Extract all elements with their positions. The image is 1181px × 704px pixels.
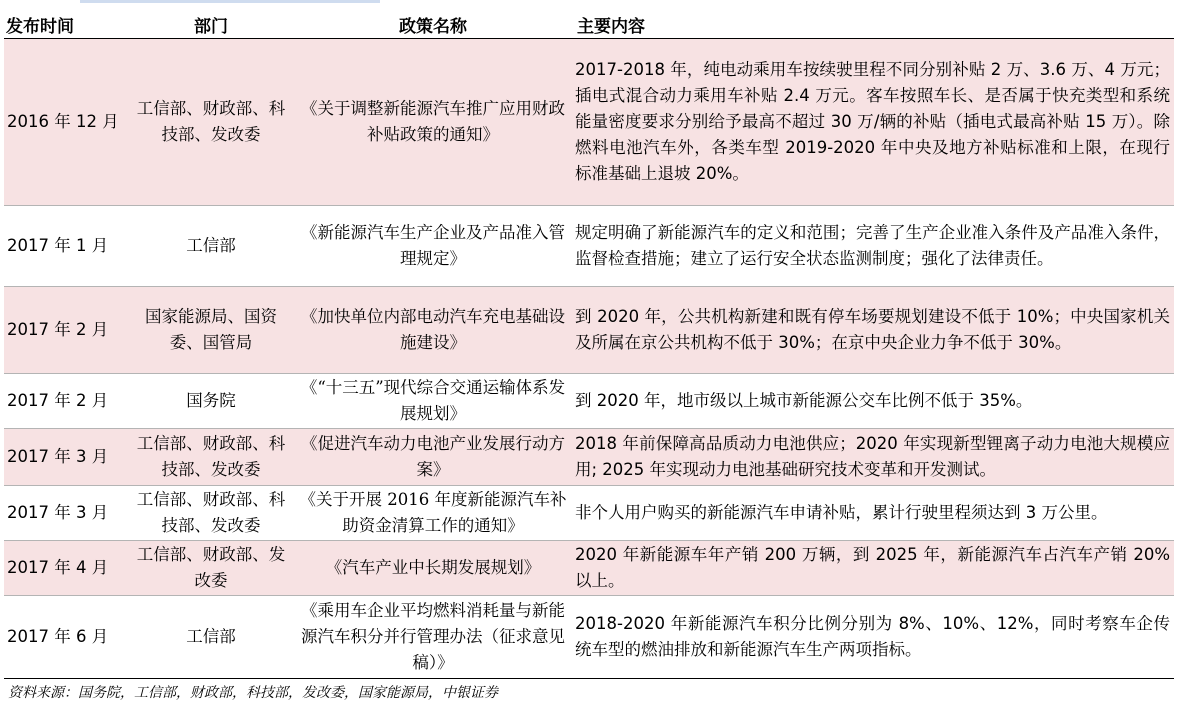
table-row <box>4 486 1174 541</box>
cell-date: 2016 年 12 月 <box>4 39 127 206</box>
cell-policy-name: 《促进汽车动力电池产业发展行动方案》 <box>295 429 571 486</box>
cell-date: 2017 年 1 月 <box>4 206 127 287</box>
cell-date: 2017 年 3 月 <box>4 429 127 486</box>
policy-table <box>4 10 1174 679</box>
source-note: 资料来源：国务院，工信部，财政部，科技部，发改委，国家能源局，中银证券 <box>8 685 498 701</box>
cell-policy-name: 《关于开展 2016 年度新能源汽车补助资金清算工作的通知》 <box>295 486 571 541</box>
cell-main-content: 2017-2018 年，纯电动乘用车按续驶里程不同分别补贴 2 万、3.6 万、4 万元；插电式混合动力乘用车补贴 2.4 万元。客车按照车长、是否属于快充类型和系统能量密度要求分别给予最高不超过 30 万/辆的补贴（插电式最高补贴 15 万）。除燃料电池汽车外，各类车型 2019-2020 年中央及地方补贴标准和上限，在现行标准基础上退坡 20%。 <box>571 39 1174 206</box>
table-row <box>4 541 1174 596</box>
cell-policy-name: 《“十三五”现代综合交通运输体系发展规划》 <box>295 374 571 429</box>
table-row <box>4 39 1174 206</box>
cell-date: 2017 年 4 月 <box>4 541 127 596</box>
cell-date: 2017 年 6 月 <box>4 596 127 679</box>
cell-department: 工信部、财政部、发改委 <box>127 541 295 596</box>
cell-date: 2017 年 2 月 <box>4 374 127 429</box>
cell-department: 工信部 <box>127 206 295 287</box>
table-header-row <box>4 10 1174 39</box>
cell-department: 工信部、财政部、科技部、发改委 <box>127 486 295 541</box>
cell-main-content: 2018 年前保障高品质动力电池供应；2020 年实现新型锂离子动力电池大规模应用; 2025 年实现动力电池基础研究技术变革和开发测试。 <box>571 429 1174 486</box>
cell-main-content: 2018-2020 年新能源汽车积分比例分别为 8%、10%、12%，同时考察车企传统车型的燃油排放和新能源汽车生产两项指标。 <box>571 596 1174 679</box>
header-department: 部门 <box>127 10 295 39</box>
cell-department: 国家能源局、国资委、国管局 <box>127 287 295 374</box>
cell-main-content: 规定明确了新能源汽车的定义和范围；完善了生产企业准入条件及产品准入条件，监督检查措施；建立了运行安全状态监测制度；强化了法律责任。 <box>571 206 1174 287</box>
top-accent-rule <box>80 0 380 3</box>
cell-department: 工信部、财政部、科技部、发改委 <box>127 39 295 206</box>
table-row <box>4 596 1174 679</box>
cell-main-content: 到 2020 年，公共机构新建和既有停车场要规划建设不低于 10%；中央国家机关及所属在京公共机构不低于 30%；在京中央企业力争不低于 30%。 <box>571 287 1174 374</box>
table-row <box>4 287 1174 374</box>
cell-main-content: 到 2020 年，地市级以上城市新能源公交车比例不低于 35%。 <box>571 374 1174 429</box>
cell-policy-name: 《加快单位内部电动汽车充电基础设施建设》 <box>295 287 571 374</box>
cell-date: 2017 年 2 月 <box>4 287 127 374</box>
cell-policy-name: 《新能源汽车生产企业及产品准入管理规定》 <box>295 206 571 287</box>
cell-policy-name: 《关于调整新能源汽车推广应用财政补贴政策的通知》 <box>295 39 571 206</box>
header-policy-name: 政策名称 <box>295 10 571 39</box>
cell-policy-name: 《汽车产业中长期发展规划》 <box>295 541 571 596</box>
cell-department: 工信部 <box>127 596 295 679</box>
table-row <box>4 206 1174 287</box>
cell-policy-name: 《乘用车企业平均燃料消耗量与新能源汽车积分并行管理办法（征求意见稿）》 <box>295 596 571 679</box>
cell-department: 工信部、财政部、科技部、发改委 <box>127 429 295 486</box>
cell-main-content: 2020 年新能源车年产销 200 万辆，到 2025 年，新能源汽车占汽车产销 20%以上。 <box>571 541 1174 596</box>
cell-department: 国务院 <box>127 374 295 429</box>
cell-main-content: 非个人用户购买的新能源汽车申请补贴，累计行驶里程须达到 3 万公里。 <box>571 486 1174 541</box>
table-row <box>4 374 1174 429</box>
header-date: 发布时间 <box>4 10 127 39</box>
table-row <box>4 429 1174 486</box>
header-main-content: 主要内容 <box>571 10 1174 39</box>
cell-date: 2017 年 3 月 <box>4 486 127 541</box>
